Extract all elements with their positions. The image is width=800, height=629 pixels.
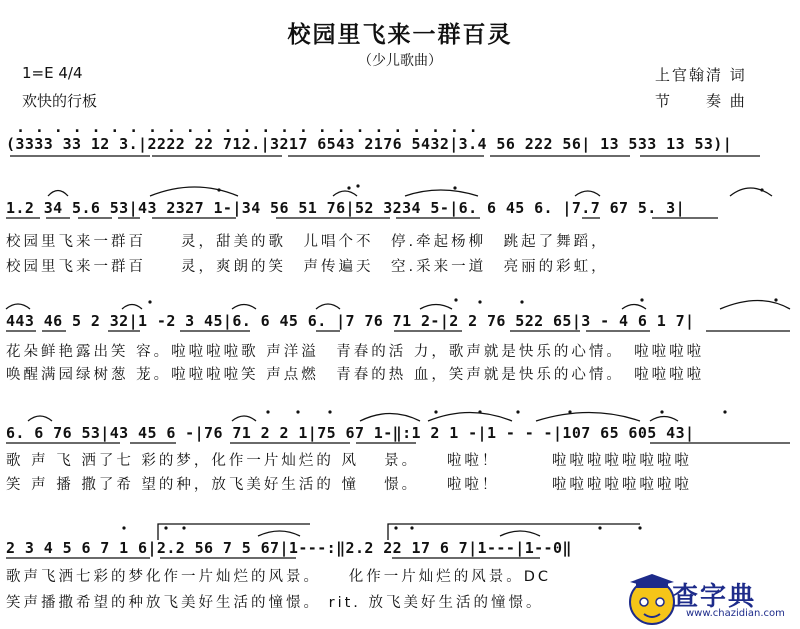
intro-octave-dots: . . . . . . . . . . . . . . . . . . . . . . . . . <box>16 118 479 136</box>
slur-arc <box>622 305 646 310</box>
tempo-marking: 欢快的行板 <box>22 92 98 110</box>
logo-name: 查字典 <box>672 582 757 612</box>
slur-arc <box>28 416 52 421</box>
key-meter: 1=E 4/4 <box>22 64 83 82</box>
system-1-lyric-verse-2: 校园里飞来一群百 灵，爽朗的笑 声传遍天 空.采来一道 亮丽的彩虹， <box>6 259 609 275</box>
system-3-lyric-verse-1: 歌 声 飞 洒了七 彩的梦，化作一片灿烂的 风 景。 啦啦！ 啦啦啦啦啦啦啦啦 <box>6 453 692 469</box>
slur-arc <box>316 304 340 309</box>
slur-arc <box>150 187 238 196</box>
slur-arc <box>232 305 256 310</box>
slur-arc <box>48 191 68 197</box>
system-4-lyric-verse-2: 笑声播撒希望的种放飞美好生活的憧憬。 rit. 放飞美好生活的憧憬。 <box>6 595 544 611</box>
slur-arc <box>405 190 478 196</box>
system-2-lyric-verse-2: 唤醒满园绿树葱 茏。啦啦啦啦笑 声点燃 青春的热 血，笑声就是快乐的心情。 啦啦啦啦 <box>6 367 705 383</box>
system-3-notation: 6. 6 76 53|43 45 6 -|76 71 2 2 1|75 67 1-‖:1 2 1 -|1 - - -|107 65 605 43| <box>6 424 695 442</box>
slur-arc <box>730 188 772 196</box>
logo-url: www.chazidian.com <box>686 608 785 619</box>
slur-arc <box>575 191 600 196</box>
slur-arc <box>360 414 420 422</box>
system-4-lyric-verse-1: 歌声飞洒七彩的梦化作一片灿烂的风景。 化作一片灿烂的风景。DC <box>6 569 552 585</box>
slur-arc <box>232 416 256 421</box>
slur-arc <box>258 531 300 536</box>
slur-arc <box>333 191 357 196</box>
composer-credit: 节 奏 曲 <box>655 92 747 110</box>
lyricist-credit: 上官翰清 词 <box>655 66 747 84</box>
slur-arc <box>536 413 640 422</box>
system-1-notation: 1.2 34 5.6 53|43 2327 1-|34 56 51 76|52 3234 5-|6. 6 45 6. |7.7 67 5. 3| <box>6 199 686 217</box>
system-3-lyric-verse-2: 笑 声 播 撒了希 望的种，放飞美好生活的 憧 憬。 啦啦！ 啦啦啦啦啦啦啦啦 <box>6 477 692 493</box>
intro-notation: (3333 33 12 3.|2222 22 712.|3217 6543 2176 5432|3.4 56 222 56| 13 533 13 53)| <box>6 135 733 153</box>
system-2-notation: 443 46 5 2 32|1 -2 3 45|6. 6 45 6. |7 76 71 2-|2 2 76 522 65|3 - 4 6 1 7| <box>6 312 695 330</box>
slur-arc <box>650 417 678 422</box>
song-subtitle: （少儿歌曲） <box>358 53 442 69</box>
slur-arc <box>720 301 790 310</box>
slur-arc <box>122 305 142 310</box>
system-1-lyric-verse-1: 校园里飞来一群百 灵，甜美的歌 儿唱个不 停.牵起杨柳 跳起了舞蹈， <box>6 234 609 250</box>
system-2-lyric-verse-1: 花朵鲜艳露出笑 容。啦啦啦啦歌 声洋溢 青春的活 力，歌声就是快乐的心情。 啦啦啦啦 <box>6 344 705 360</box>
song-title: 校园里飞来一群百灵 <box>287 22 513 48</box>
slur-arc <box>420 305 452 310</box>
system-4-notation: 2 3 4 5 6 7 1 6|2.2 56 7 5 67|1---:‖2.2 22 17 6 7|1---|1--0‖ <box>6 539 572 557</box>
slur-arc <box>428 413 512 422</box>
slur-arc <box>6 304 30 309</box>
slur-arc <box>500 531 540 536</box>
